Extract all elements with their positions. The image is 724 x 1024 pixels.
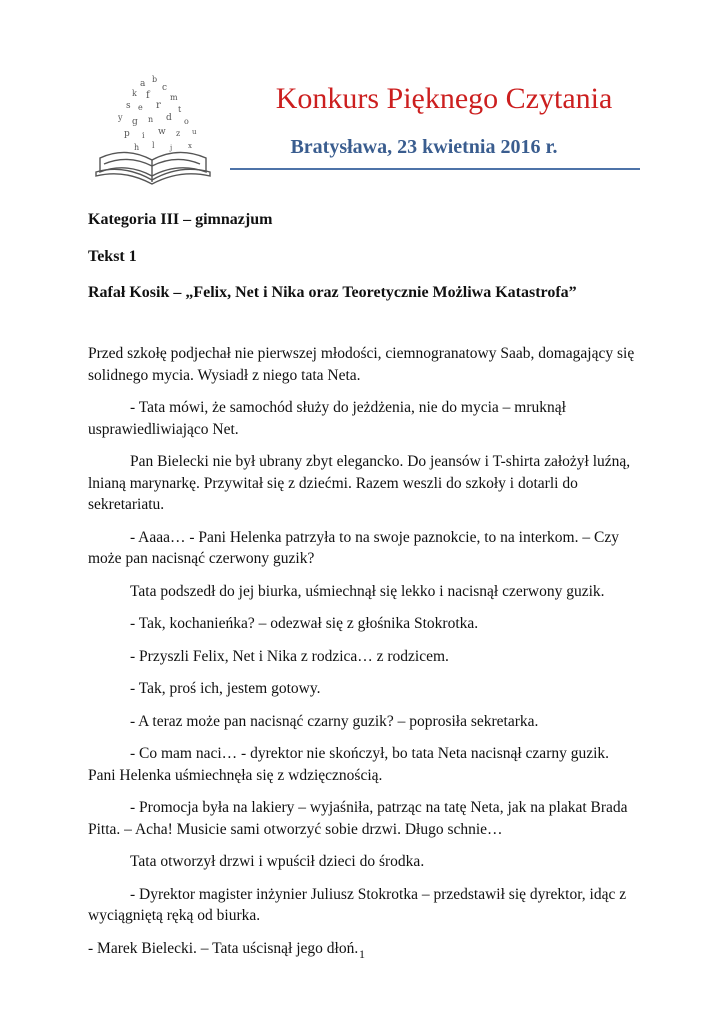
paragraph: Tata otworzył drzwi i wpuścił dzieci do środka. xyxy=(130,853,425,870)
svg-text:n: n xyxy=(148,115,154,124)
svg-text:w: w xyxy=(158,127,166,137)
header xyxy=(88,72,640,192)
svg-text:f: f xyxy=(146,90,150,101)
category-heading: Kategoria III – gimnazjum xyxy=(88,211,273,228)
svg-text:u: u xyxy=(192,128,197,136)
paragraph: Tata podszedł do jej biurka, uśmiechnął się lekko i nacisnął czerwony guzik. xyxy=(130,582,605,600)
svg-text:r: r xyxy=(156,100,161,111)
svg-text:g: g xyxy=(132,117,138,127)
svg-text:l: l xyxy=(152,141,155,150)
paragraph: - Tata mówi, że samochód służy do jeżdżenia, nie do mycia – mruknął usprawiedliwiająco Net. xyxy=(88,399,566,438)
svg-text:d: d xyxy=(166,113,172,123)
svg-text:a: a xyxy=(140,79,146,89)
paragraph: - Aaaa… - Pani Helenka patrzyła to na swoje paznokcie, to na interkom. – Czy może pan nacisnąć czerwony guzik? xyxy=(88,528,619,567)
paragraph: - Marek Bielecki. – Tata uścisnął jego dłoń. xyxy=(88,939,359,957)
header-divider xyxy=(230,168,640,170)
contest-title: Konkurs Pięknego Czytania xyxy=(275,82,613,115)
svg-text:x: x xyxy=(188,142,192,150)
svg-text:y: y xyxy=(118,113,123,122)
open-book-with-flying-letters-icon xyxy=(88,72,218,188)
svg-text:j: j xyxy=(170,144,173,152)
svg-text:p: p xyxy=(124,129,130,139)
paragraph: Pan Bielecki nie był ubrany zbyt elegancko. Do jeansów i T-shirta założył luźną, lnianą marynarkę. Przywitał się z dziećmi. Razem weszli do szkoły i dotarli do sekretariatu. xyxy=(88,453,631,513)
svg-text:i: i xyxy=(142,131,145,140)
paragraph: - Przyszli Felix, Net i Nika z rodzica… z rodzicem. xyxy=(130,647,449,665)
paragraph: - Tak, kochanieńka? – odezwał się z głośnika Stokrotka. xyxy=(130,615,479,632)
svg-text:s: s xyxy=(126,101,131,111)
svg-text:e: e xyxy=(138,103,143,112)
paragraph: - Co mam naci… - dyrektor nie skończył, bo tata Neta nacisnął czarny guzik. Pani Helenka uśmiechnęła się z wdzięcznością. xyxy=(88,745,610,784)
svg-text:h: h xyxy=(134,143,140,152)
paragraph: - Tak, proś ich, jestem gotowy. xyxy=(130,680,321,697)
text-number-heading: Tekst 1 xyxy=(88,248,137,265)
location-date: Bratysława, 23 kwietnia 2016 r. xyxy=(290,136,558,158)
story-text xyxy=(88,343,636,970)
page-number: 1 xyxy=(359,947,365,961)
svg-text:t: t xyxy=(178,105,182,114)
svg-text:z: z xyxy=(176,129,181,138)
paragraph: - A teraz może pan nacisnąć czarny guzik? – poprosiła sekretarka. xyxy=(130,712,539,730)
work-title-heading: Rafał Kosik – „Felix, Net i Nika oraz Teoretycznie Możliwa Katastrofa” xyxy=(88,284,577,301)
svg-text:c: c xyxy=(162,83,168,93)
svg-text:m: m xyxy=(170,93,178,102)
paragraph: Przed szkołę podjechał nie pierwszej młodości, ciemnogranatowy Saab, domagający się solidnego mycia. Wysiadł z niego tata Neta. xyxy=(88,345,635,384)
svg-text:b: b xyxy=(152,75,158,84)
svg-text:o: o xyxy=(184,117,189,126)
paragraph: - Promocja była na lakiery – wyjaśniła, patrząc na tatę Neta, jak na plakat Brada Pitta. – Acha! Musicie sami otworzyć sobie drzwi. Długo schnie… xyxy=(88,799,628,838)
paragraph: - Dyrektor magister inżynier Juliusz Stokrotka – przedstawił się dyrektor, idąc z wyciągniętą ręką od biurka. xyxy=(88,885,627,924)
svg-text:k: k xyxy=(132,89,137,98)
